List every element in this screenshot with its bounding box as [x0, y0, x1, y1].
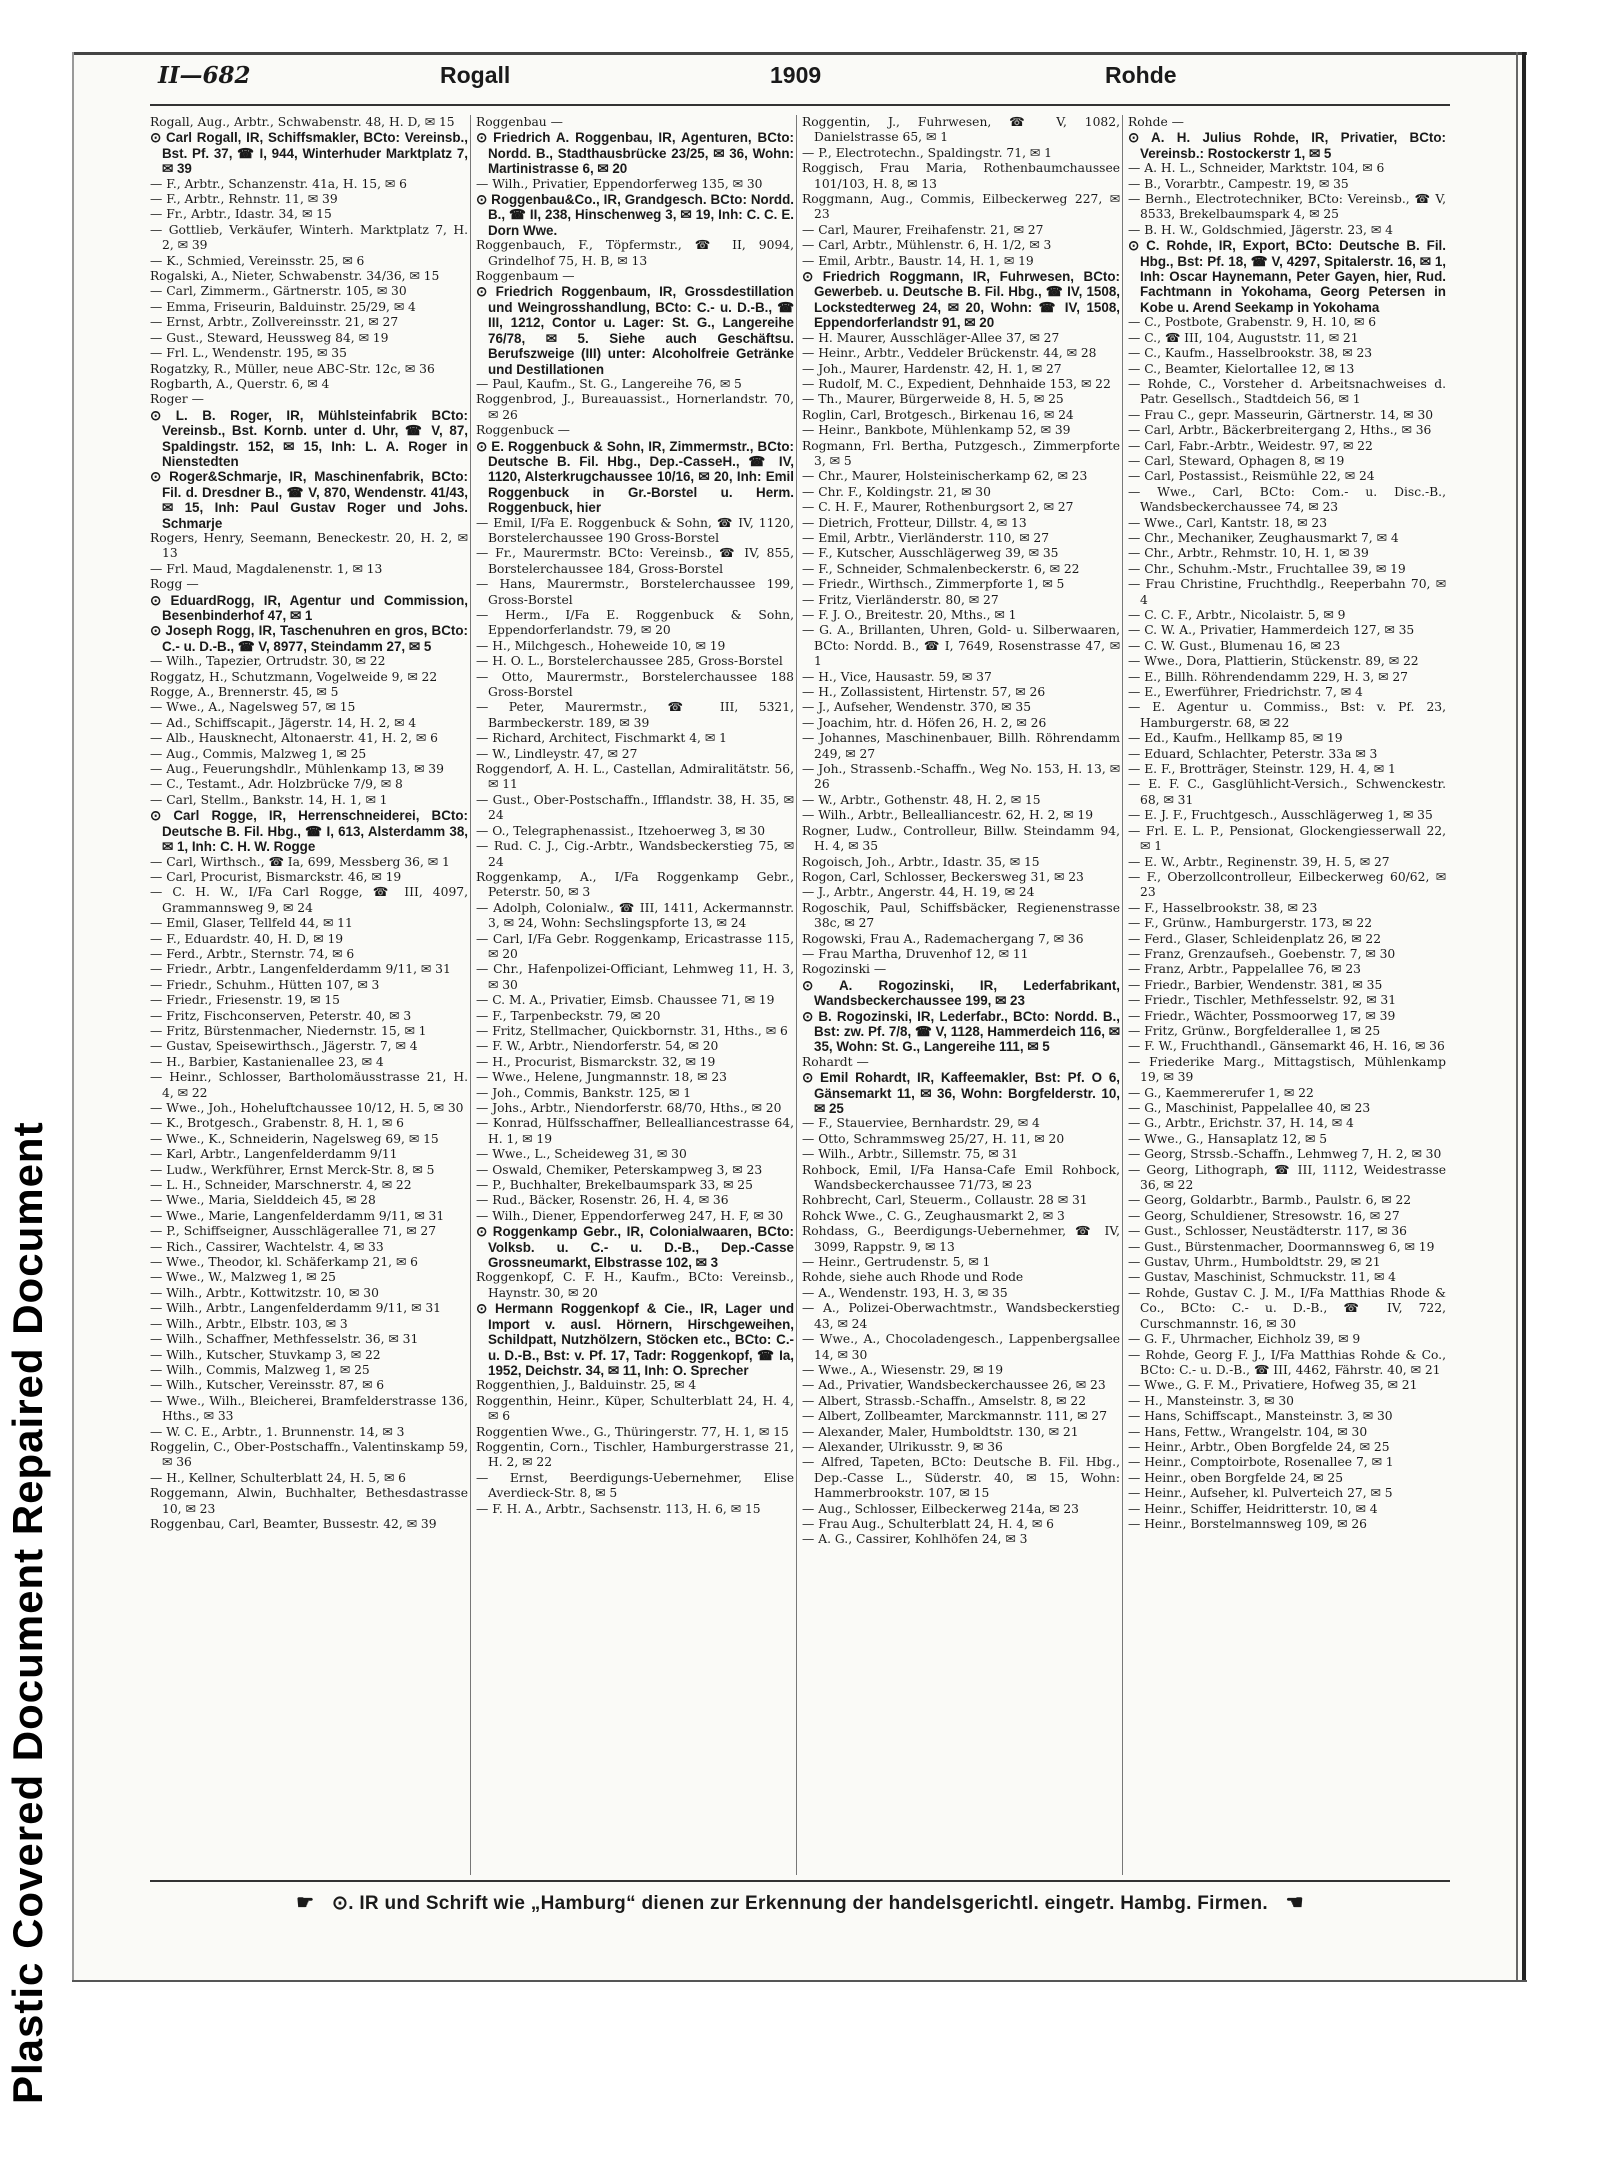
directory-entry: — G., Arbtr., Erichstr. 37, H. 14, ✉ 4 [1128, 1116, 1354, 1131]
directory-entry: Roggenbaum — [476, 269, 575, 284]
directory-entry: Rogatzky, R., Müller, neue ABC-Str. 12c, ✉ 36 [150, 361, 435, 376]
directory-entry: — Frau Martha, Druvenhof 12, ✉ 11 [802, 946, 1029, 961]
directory-entry: — B., Vorarbtr., Campestr. 19, ✉ 35 [1128, 176, 1349, 191]
directory-entry: — C., Postbote, Grabenstr. 9, H. 10, ✉ 6 [1128, 315, 1377, 330]
directory-entry: Rogge, A., Brennerstr. 45, ✉ 5 [150, 685, 339, 700]
directory-entry: — Adolph, Colonialw., ☎ III, 1411, Ackermannstr. 3, ✉ 24, Wohn: Sechslingspforte 13, ✉ 24 [476, 900, 794, 931]
directory-entry: Rohdass, G., Beerdigungs-Uebernehmer, ☎ IV, 3099, Rappstr. 9, ✉ 13 [802, 1224, 1120, 1254]
directory-entry: Rogbarth, A., Querstr. 6, ✉ 4 [150, 376, 330, 391]
directory-entry: — H., Barbier, Kastanienallee 23, ✉ 4 [150, 1054, 384, 1069]
directory-entry: — Wilh., Kutscher, Vereinsstr. 87, ✉ 6 [150, 1378, 385, 1393]
directory-entry: Roggenkamp, A., I/Fa Roggenkamp Gebr., Peterstr. 50, ✉ 3 [476, 869, 794, 900]
directory-entry: Roggentin, Corn., Tischler, Hamburgerstrasse 21, H. 2, ✉ 22 [476, 1439, 794, 1470]
directory-entry: — Rich., Cassirer, Wachtelstr. 4, ✉ 33 [150, 1239, 384, 1254]
directory-entry: — Friedr., Friesenstr. 19, ✉ 15 [150, 993, 341, 1008]
directory-entry: — Wwe., Wilh., Bleicherei, Bramfelderstrasse 136, Hths., ✉ 33 [150, 1393, 468, 1424]
column-2 [476, 115, 794, 1875]
firm-entry: ⊙ C. Rohde, IR, Export, BCto: Deutsche B. Fil. Hbg., Bst: Pf. 18, ☎ V, 4297, Spitalerstr. 16, ✉ 1, Inh: Oscar Haynemann, Peter Gayen, hier, Rud. Fachtmann in Yokohama, Georg Petersen in Kobe u. Arend Seekamp in Yokohama [1128, 238, 1446, 315]
directory-entry: — Aug., Schlosser, Eilbeckerweg 214a, ✉ 23 [802, 1501, 1079, 1516]
directory-entry: Roggenbauch, F., Töpfermstr., ☎ II, 9094, Grindelhof 75, H. B, ✉ 13 [476, 238, 794, 268]
directory-entry: Roggisch, Frau Maria, Rothenbaumchaussee 101/103, H. 8, ✉ 13 [802, 161, 1120, 191]
directory-entry: — Heinr., Schiffer, Heidritterstr. 10, ✉ 4 [1128, 1501, 1378, 1516]
directory-entry: — Wwe., L., Scheideweg 31, ✉ 30 [476, 1147, 687, 1162]
directory-entry: — Heinr., Gertrudenstr. 5, ✉ 1 [802, 1255, 991, 1270]
directory-entry: — Ed., Kaufm., Hellkamp 85, ✉ 19 [1128, 731, 1343, 746]
directory-entry: — Fr., Arbtr., Idastr. 34, ✉ 15 [150, 207, 332, 222]
directory-entry: — H. Maurer, Ausschläger-Allee 37, ✉ 27 [802, 330, 1060, 345]
directory-entry: — Heinr., Bankbote, Mühlenkamp 52, ✉ 39 [802, 423, 1071, 438]
directory-entry: Rogall, Aug., Arbtr., Schwabenstr. 48, H. D, ✉ 15 [150, 115, 455, 129]
directory-entry: — Wwe., Carl, Kantstr. 18, ✉ 23 [1128, 515, 1328, 530]
directory-entry: — Fritz, Grünw., Borgfelderallee 1, ✉ 25 [1128, 1023, 1381, 1038]
directory-entry: — A. G., Cassirer, Kohlhöfen 24, ✉ 3 [802, 1532, 1028, 1547]
directory-entry: — H., Kellner, Schulterblatt 24, H. 5, ✉ 6 [150, 1470, 406, 1485]
directory-entry: — G., Maschinist, Pappelallee 40, ✉ 23 [1128, 1101, 1371, 1115]
directory-entry: — Aug., Feuerungshdlr., Mühlenkamp 13, ✉ 39 [150, 762, 444, 777]
directory-entry: — Carl, Zimmerm., Gärtnerstr. 105, ✉ 30 [150, 284, 407, 299]
firm-entry: ⊙ Hermann Roggenkopf & Cie., IR, Lager und Import v. ausl. Hörnern, Hirschgeweihen, Schildpatt, Nutzhölzern, Stöcken etc., BCto: C.- u. D.-B., Bst: v. Pf. 17, Tadr: Roggenkopf, ☎ Ia, 1952, Deichstr. 34, ✉ 11, Inh: O. Sprecher [476, 1301, 794, 1378]
directory-entry: Roggentien Wwe., G., Thüringerstr. 77, H. 1, ✉ 15 [476, 1424, 789, 1439]
page-footer [150, 1890, 1450, 1920]
directory-entry: — Johs., Arbtr., Niendorferstr. 68/70, Hths., ✉ 20 [476, 1101, 782, 1115]
directory-entry: — P., Electrotechn., Spaldingstr. 71, ✉ 1 [802, 145, 1052, 160]
directory-entry: — Alfred, Tapeten, BCto: Deutsche B. Fil. Hbg., Dep.-Casse L., Süderstr. 40, ✉ 15, Wohn: Hammerbrookstr. 107, ✉ 15 [802, 1455, 1120, 1501]
directory-entry: — Alexander, Ulrikusstr. 9, ✉ 36 [802, 1439, 1003, 1454]
directory-entry: — Paul, Kaufm., St. G., Langereihe 76, ✉ 5 [476, 376, 742, 391]
directory-entry: — Chr., Maurer, Holsteinischerkamp 62, ✉ 23 [802, 469, 1088, 484]
directory-entry: — Th., Maurer, Bürgerweide 8, H. 5, ✉ 25 [802, 392, 1064, 407]
directory-entry: — Friedr., Tischler, Methfesselstr. 92, ✉ 31 [1128, 993, 1397, 1008]
directory-entry: — Georg, Lithograph, ☎ III, 1112, Weidestrasse 36, ✉ 22 [1128, 1162, 1446, 1193]
directory-entry: — F., Eduardstr. 40, H. D, ✉ 19 [150, 931, 344, 946]
directory-entry: — F., Oberzollcontrolleur, Eilbeckerweg 60/62, ✉ 23 [1128, 869, 1446, 900]
directory-entry: — Heinr., Aufseher, kl. Pulverteich 27, ✉ 5 [1128, 1486, 1393, 1501]
directory-entry: — H., Procurist, Bismarckstr. 32, ✉ 19 [476, 1054, 716, 1069]
column-divider [470, 115, 471, 1875]
directory-entry: — Wwe., W., Malzweg 1, ✉ 25 [150, 1270, 337, 1285]
directory-entry: — Alb., Hausknecht, Altonaerstr. 41, H. 2, ✉ 6 [150, 731, 438, 746]
directory-entry: — C., Kaufm., Hasselbrookstr. 38, ✉ 23 [1128, 346, 1373, 361]
directory-entry: — Wilh., Arbtr., Sillemstr. 75, ✉ 31 [802, 1147, 1019, 1162]
header-rule [150, 104, 1450, 106]
directory-entry: — Ernst, Arbtr., Zollvereinsstr. 21, ✉ 27 [150, 315, 399, 330]
directory-entry: Rohde, siehe auch Rhode und Rode [802, 1270, 1024, 1285]
directory-entry: — E. F., Brotträger, Steinstr. 129, H. 4, ✉ 1 [1128, 762, 1396, 777]
directory-entry: — Wilh., Tapezier, Ortrudstr. 30, ✉ 22 [150, 654, 386, 669]
directory-entry: — W., Arbtr., Gothenstr. 48, H. 2, ✉ 15 [802, 792, 1041, 807]
directory-entry: — Carl, Arbtr., Bäckerbreitergang 2, Hths., ✉ 36 [1128, 423, 1432, 438]
directory-entry: — Chr., Schuhm.-Mstr., Fruchtallee 39, ✉ 19 [1128, 561, 1406, 576]
directory-entry: — H., Vice, Hausastr. 59, ✉ 37 [802, 669, 992, 684]
directory-entry: — Gust., Bürstenmacher, Doormannsweg 6, ✉ 19 [1128, 1239, 1435, 1254]
directory-entry: — Johannes, Maschinenbauer, Billh. Röhrendamm 249, ✉ 27 [802, 731, 1120, 761]
directory-entry: — H., Milchgesch., Hoheweide 10, ✉ 19 [476, 638, 726, 653]
column-divider [796, 115, 797, 1875]
directory-entry: — P., Schiffseigner, Ausschlägerallee 71, ✉ 27 [150, 1224, 437, 1239]
directory-entry: — Franz, Arbtr., Pappelallee 76, ✉ 23 [1128, 962, 1361, 977]
directory-entry: — E. J. F., Fruchtgesch., Ausschlägerweg 1, ✉ 35 [1128, 808, 1433, 823]
firm-entry: ⊙ Roger&Schmarje, IR, Maschinenfabrik, BCto: Fil. d. Dresdner B., ☎ V, 870, Wendenstr. 41/43, ✉ 15, Inh: Paul Gustav Roger und Johs. Schmarje [150, 469, 468, 531]
directory-entry: — Carl, Wirthsch., ☎ Ia, 699, Messberg 36, ✉ 1 [150, 854, 450, 869]
directory-entry: — Carl, Procurist, Bismarckstr. 46, ✉ 19 [150, 869, 402, 884]
directory-entry: — Ludw., Werkführer, Ernst Merck-Str. 8, ✉ 5 [150, 1162, 435, 1177]
directory-entry: — Fritz, Fischconserven, Peterstr. 40, ✉ 3 [150, 1008, 412, 1023]
directory-entry: — F., Hasselbrookstr. 38, ✉ 23 [1128, 900, 1318, 915]
directory-entry: — Heinr., Arbtr., Veddeler Brückenstr. 44, ✉ 28 [802, 346, 1097, 361]
directory-entry: — Ad., Schiffscapit., Jägerstr. 14, H. 2, ✉ 4 [150, 715, 417, 730]
directory-entry: Rogers, Henry, Seemann, Beneckestr. 20, H. 2, ✉ 13 [150, 530, 468, 561]
firm-entry: ⊙ EduardRogg, IR, Agentur und Commission, Besenbinderhof 47, ✉ 1 [150, 592, 468, 623]
directory-entry: — W. C. E., Arbtr., 1. Brunnenstr. 14, ✉ 3 [150, 1424, 405, 1439]
directory-entry: — Friedr., Wächter, Possmoorweg 17, ✉ 39 [1128, 1008, 1396, 1023]
directory-entry: — C., Beamter, Kielortallee 12, ✉ 13 [1128, 361, 1355, 376]
directory-entry: — Oswald, Chemiker, Peterskampweg 3, ✉ 23 [476, 1162, 763, 1177]
directory-entry: Roggenbuck — [476, 423, 570, 438]
directory-entry: Roggenbrod, J., Bureauassist., Hornerlandstr. 70, ✉ 26 [476, 392, 794, 422]
directory-entry: — C. M. A., Privatier, Eimsb. Chaussee 71, ✉ 19 [476, 993, 775, 1008]
directory-entry: — F., Stauerviee, Bernhardstr. 29, ✉ 4 [802, 1116, 1040, 1131]
directory-entry: — Frau Aug., Schulterblatt 24, H. 4, ✉ 6 [802, 1516, 1054, 1531]
margin-stamp [0, 720, 58, 2120]
directory-entry: — Friedr., Wirthsch., Zimmerpforte 1, ✉ 5 [802, 577, 1065, 592]
directory-entry: — Wwe., Dora, Plattierin, Stückenstr. 89, ✉ 22 [1128, 654, 1419, 669]
firm-entry: ⊙ E. Roggenbuck & Sohn, IR, Zimmermstr., BCto: Deutsche B. Fil. Hbg., Dep.-CasseH., ☎ IV, 1120, Alsterkrugchaussee 10/16, ✉ 20, Inh: Emil Roggenbuck in Gr.-Borstel u. Herm. Roggenbuck, hier [476, 438, 794, 516]
directory-entry: — Wwe., Theodor, kl. Schäferkamp 21, ✉ 6 [150, 1255, 418, 1270]
directory-entry: — E., Ewerführer, Friedrichstr. 7, ✉ 4 [1128, 685, 1363, 700]
directory-entry: — Heinr., oben Borgfelde 24, ✉ 25 [1128, 1470, 1344, 1485]
directory-entry: — Wilh., Schaffner, Methfesselstr. 36, ✉ 31 [150, 1332, 419, 1347]
directory-entry: Roggenkopf, C. F. H., Kaufm., BCto: Vereinsb., Haynstr. 30, ✉ 20 [476, 1270, 794, 1300]
directory-entry: — Carl, Stellm., Bankstr. 14, H. 1, ✉ 1 [150, 792, 388, 807]
directory-entry: — Konrad, Hülfsschaffner, Bellealliancestrasse 64, H. 1, ✉ 19 [476, 1116, 794, 1146]
directory-entry: — Wwe., K., Schneiderin, Nagelsweg 69, ✉ 15 [150, 1131, 439, 1146]
firm-entry: ⊙ Roggenkamp Gebr., IR, Colonialwaaren, BCto: Volksb. u. C.- u. D.-B., Dep.-Casse Grossneumarkt, Elbstrasse 102, ✉ 3 [476, 1224, 794, 1271]
header-first-entry: Rogall [440, 62, 511, 88]
firm-entry: ⊙ Friedrich A. Roggenbau, IR, Agenturen, BCto: Nordd. B., Stadthausbrücke 23/25, ✉ 36, Wohn: Martinistrasse 6, ✉ 20 [476, 130, 794, 177]
directory-entry: — Georg, Goldarbtr., Barmb., Paulstr. 6, ✉ 22 [1128, 1193, 1412, 1208]
directory-entry: — Hans, Fettw., Wrangelstr. 104, ✉ 30 [1128, 1424, 1368, 1439]
directory-entry: — Wilh., Commis, Malzweg 1, ✉ 25 [150, 1362, 370, 1377]
footer-rule [150, 1880, 1450, 1882]
directory-entry: — Fritz, Vierländerstr. 80, ✉ 27 [802, 592, 999, 607]
directory-entry: — C. H. W., I/Fa Carl Rogge, ☎ III, 4097, Grammannsweg 9, ✉ 24 [150, 885, 468, 915]
directory-entry: — H., Zollassistent, Hirtenstr. 57, ✉ 26 [802, 685, 1046, 700]
directory-entry: — C., ☎ III, 104, Auguststr. 11, ✉ 21 [1128, 330, 1359, 345]
directory-entry: — Ferd., Arbtr., Sternstr. 74, ✉ 6 [150, 946, 355, 961]
directory-entry: — A., Polizei-Oberwachtmstr., Wandsbeckerstieg 43, ✉ 24 [802, 1301, 1120, 1331]
directory-entry: — Friederike Marg., Mittagstisch, Mühlenkamp 19, ✉ 39 [1128, 1054, 1446, 1085]
directory-entry: — Rud., Bäcker, Rosenstr. 26, H. 4, ✉ 36 [476, 1193, 729, 1208]
directory-entry: — F. H. A., Arbtr., Sachsenstr. 113, H. 6, ✉ 15 [476, 1501, 761, 1516]
directory-entry: — F., Kutscher, Ausschlägerweg 39, ✉ 35 [802, 546, 1059, 561]
directory-entry: — C. W. Gust., Blumenau 16, ✉ 23 [1128, 638, 1341, 653]
directory-entry: — W., Lindleystr. 47, ✉ 27 [476, 746, 638, 761]
directory-entry: — Dietrich, Frotteur, Dillstr. 4, ✉ 13 [802, 515, 1027, 530]
directory-entry: — G. F., Uhrmacher, Eichholz 39, ✉ 9 [1128, 1332, 1361, 1347]
page-edge [72, 1980, 1527, 1982]
directory-entry: — F., Grünw., Hamburgerstr. 173, ✉ 22 [1128, 916, 1373, 931]
directory-entry: — Herm., I/Fa E. Roggenbuck & Sohn, Eppendorferlandstr. 79, ✉ 20 [476, 608, 794, 638]
directory-entry: Rohbock, Emil, I/Fa Hansa-Cafe Emil Rohbock, Wandsbeckerchaussee 71/73, ✉ 23 [802, 1162, 1120, 1193]
directory-entry: Roggemann, Alwin, Buchhalter, Bethesdastrasse 10, ✉ 23 [150, 1486, 468, 1516]
directory-entry: — Heinr., Schlosser, Bartholomäusstrasse 21, H. 4, ✉ 22 [150, 1070, 468, 1100]
directory-entry: — Heinr., Borstelmannsweg 109, ✉ 26 [1128, 1516, 1367, 1531]
firm-entry: ⊙ Roggenbau&Co., IR, Grandgesch. BCto: Nordd. B., ☎ II, 238, Hinschenweg 3, ✉ 19, Inh: C. C. E. Dorn Wwe. [476, 192, 794, 238]
directory-entry: Rogozinski — [802, 962, 887, 977]
directory-entry: — Chr., Arbtr., Rehmstr. 10, H. 1, ✉ 39 [1128, 546, 1369, 561]
directory-entry: — Wwe., A., Chocoladengesch., Lappenbergsallee 14, ✉ 30 [802, 1332, 1120, 1362]
directory-entry: — Wilh., Arbtr., Langenfelderdamm 9/11, ✉ 31 [150, 1301, 441, 1316]
directory-entry: — Chr., Hafenpolizei-Officiant, Lehmweg 11, H. 3, ✉ 30 [476, 962, 794, 992]
directory-entry: — Wwe., G. F. M., Privatiere, Hofweg 35, ✉ 21 [1128, 1378, 1418, 1393]
directory-entry: — F. W., Arbtr., Niendorferstr. 54, ✉ 20 [476, 1039, 719, 1054]
directory-entry: — Wwe., Carl, BCto: Com.- u. Disc.-B., Wandsbeckerchaussee 74, ✉ 23 [1128, 484, 1446, 515]
directory-entry: — P., Buchhalter, Brekelbaumspark 33, ✉ 25 [476, 1178, 753, 1193]
directory-entry: — Peter, Maurermstr., ☎ III, 5321, Barmbeckerstr. 189, ✉ 39 [476, 700, 794, 730]
directory-entry: — Wilh., Privatier, Eppendorferweg 135, ✉ 30 [476, 176, 763, 191]
directory-entry: Roggatz, H., Schutzmann, Vogelweide 9, ✉ 22 [150, 669, 438, 684]
directory-entry: Rohbrecht, Carl, Steuerm., Collaustr. 28 ✉ 31 [802, 1193, 1088, 1208]
footer-note: ⊙. IR und Schrift wie „Hamburg“ dienen zur Erkennung der handelsgerichtl. eingetr. Hambg. Firmen. [331, 1893, 1269, 1914]
stamp-text: Plastic Covered Document Repaired Document [4, 1121, 51, 2104]
firm-entry: ⊙ B. Rogozinski, IR, Lederfabr., BCto: Nordd. B., Bst: zw. Pf. 7/8, ☎ V, 1128, Hammerdeich 116, ✉ 35, Wohn: St. G., Langereihe 111, ✉ 5 [802, 1008, 1120, 1055]
directory-entry: — Carl, I/Fa Gebr. Roggenkamp, Ericastrasse 115, ✉ 20 [476, 931, 794, 961]
directory-entry: — Emil, Arbtr., Baustr. 14, H. 1, ✉ 19 [802, 253, 1034, 268]
header-year: 1909 [770, 62, 822, 88]
directory-entry: — O., Telegraphenassist., Itzehoerweg 3, ✉ 30 [476, 823, 766, 838]
directory-entry: — Carl, Arbtr., Mühlenstr. 6, H. 1/2, ✉ 3 [802, 238, 1052, 253]
firm-entry: ⊙ L. B. Roger, IR, Mühlsteinfabrik BCto: Vereinsb., Bst. Kornb. unter d. Uhr, ☎ V, 87, Spaldingstr. 152, ✉ 15, Inh: L. A. Roger in Nienstedten [150, 407, 468, 469]
directory-entry: Roggenthin, Heinr., Küper, Schulterblatt 24, H. 4, ✉ 6 [476, 1393, 794, 1424]
directory-entry: — A. H. L., Schneider, Marktstr. 104, ✉ 6 [1128, 161, 1385, 176]
firm-entry: ⊙ Friedrich Roggmann, IR, Fuhrwesen, BCto: Gewerbeb. u. Deutsche B. Fil. Hbg., ☎ IV, 1508, Lockstedterweg 24, ✉ 20, Wohn: ☎ IV, 1508, Eppendorferlandstr 91, ✉ 20 [802, 269, 1120, 331]
pointing-hand-icon: ☛ [296, 1892, 315, 1914]
directory-entry: — Fritz, Bürstenmacher, Niedernstr. 15, ✉ 1 [150, 1023, 427, 1038]
directory-entry: — Chr. F., Koldingstr. 21, ✉ 30 [802, 484, 991, 499]
directory-entry: — Hans, Maurermstr., Borstelerchaussee 199, Gross-Borstel [476, 577, 794, 607]
directory-entry: Roggelin, C., Ober-Postschaffn., Valentinskamp 59, ✉ 36 [150, 1439, 468, 1470]
directory-entry: Rohde — [1128, 115, 1184, 129]
directory-entry: — K., Schmied, Vereinsstr. 25, ✉ 6 [150, 253, 365, 268]
directory-entry: — Wwe., A., Wiesenstr. 29, ✉ 19 [802, 1362, 1004, 1377]
directory-entry: — Wwe., Maria, Sielddeich 45, ✉ 28 [150, 1193, 376, 1208]
directory-entry: Rogner, Ludw., Controlleur, Billw. Steindamm 94, H. 4, ✉ 35 [802, 823, 1120, 854]
firm-entry: ⊙ A. H. Julius Rohde, IR, Privatier, BCto: Vereinsb.: Rostockerstr 1, ✉ 5 [1128, 130, 1446, 161]
directory-entry: — Emil, Glaser, Tellfeld 44, ✉ 11 [150, 916, 353, 931]
page-edge [1516, 52, 1518, 1982]
directory-entry: — Heinr., Arbtr., Oben Borgfelde 24, ✉ 25 [1128, 1439, 1390, 1454]
directory-entry: — Emil, Arbtr., Vierländerstr. 110, ✉ 27 [802, 530, 1050, 545]
directory-entry: — Wwe., Helene, Jungmannstr. 18, ✉ 23 [476, 1070, 727, 1085]
directory-entry: — Joh., Maurer, Hardenstr. 42, H. 1, ✉ 27 [802, 361, 1062, 376]
directory-entry: — Friedr., Barbier, Wendenstr. 381, ✉ 35 [1128, 977, 1383, 992]
pointing-hand-icon: ☚ [1285, 1892, 1304, 1914]
directory-entry: — Georg, Strssb.-Schaffn., Lehmweg 7, H. 2, ✉ 30 [1128, 1147, 1442, 1162]
directory-entry: — Otto, Schrammsweg 25/27, H. 11, ✉ 20 [802, 1131, 1065, 1146]
directory-entry: Rogg — [150, 577, 199, 592]
directory-entry: — Ferd., Glaser, Schleidenplatz 26, ✉ 22 [1128, 931, 1382, 946]
directory-entry: Rogoisch, Joh., Arbtr., Idastr. 35, ✉ 15 [802, 854, 1040, 869]
directory-entry: — Wilh., Kutscher, Stuvkamp 3, ✉ 22 [150, 1347, 381, 1362]
directory-entry: — Georg, Schuldiener, Stresowstr. 16, ✉ 27 [1128, 1208, 1400, 1223]
directory-entry: — Frau C., gepr. Masseurin, Gärtnerstr. 14, ✉ 30 [1128, 407, 1434, 422]
directory-entry: — Wwe., A., Nagelsweg 57, ✉ 15 [150, 700, 356, 715]
column-divider [1122, 115, 1123, 1875]
directory-entry: — Karl, Arbtr., Langenfelderdamm 9/11 [150, 1147, 398, 1162]
directory-entry: Roger — [150, 392, 204, 407]
directory-entry: — C. H. F., Maurer, Rothenburgsort 2, ✉ 27 [802, 500, 1074, 515]
directory-entry: — Joh., Strassenb.-Schaffn., Weg No. 153, H. 13, ✉ 26 [802, 762, 1120, 792]
directory-entry: Roggenbau — [476, 115, 563, 129]
column-4 [1128, 115, 1446, 1875]
directory-entry: — Richard, Architect, Fischmarkt 4, ✉ 1 [476, 731, 727, 746]
page-edge [72, 52, 74, 1982]
directory-entry: — J., Aufseher, Wendenstr. 370, ✉ 35 [802, 700, 1032, 715]
directory-entry: — J., Arbtr., Angerstr. 44, H. 19, ✉ 24 [802, 885, 1035, 900]
directory-entry: — Otto, Maurermstr., Borstelerchaussee 188 Gross-Borstel [476, 669, 794, 700]
directory-entry: — L. H., Schneider, Marschnerstr. 4, ✉ 22 [150, 1178, 412, 1193]
directory-entry: — Frau Christine, Fruchthdlg., Reeperbahn 70, ✉ 4 [1128, 577, 1446, 607]
directory-entry: — Carl, Maurer, Freihafenstr. 21, ✉ 27 [802, 222, 1044, 237]
directory-entry: — Emma, Friseurin, Balduinstr. 25/29, ✉ 4 [150, 299, 416, 314]
directory-entry: — K., Brotgesch., Grabenstr. 8, H. 1, ✉ 6 [150, 1116, 404, 1131]
page-edge [72, 52, 1527, 55]
directory-entry: — Emil, I/Fa E. Roggenbuck & Sohn, ☎ IV, 1120, Borstelerchaussee 190 Gross-Borstel [476, 515, 794, 545]
firm-entry: ⊙ Carl Rogall, IR, Schiffsmakler, BCto: Vereinsb., Bst. Pf. 37, ☎ I, 944, Winterhuder Marktplatz 7, ✉ 39 [150, 130, 468, 177]
directory-entry: — Fr., Maurermstr. BCto: Vereinsb., ☎ IV, 855, Borstelerchaussee 184, Gross-Borstel [476, 546, 794, 576]
directory-entry: — Joachim, htr. d. Höfen 26, H. 2, ✉ 26 [802, 715, 1047, 730]
directory-entry: — Gustav, Maschinist, Schmuckstr. 11, ✉ 4 [1128, 1270, 1396, 1285]
directory-entry: — Hans, Schiffscapt., Mansteinstr. 3, ✉ 30 [1128, 1409, 1393, 1424]
column-3 [802, 115, 1120, 1875]
directory-entry: — Wwe., Joh., Hoheluftchaussee 10/12, H. 5, ✉ 30 [150, 1101, 464, 1115]
directory-entry: Rogalski, A., Nieter, Schwabenstr. 34/36, ✉ 15 [150, 269, 440, 284]
directory-entry: — Gust., Schlosser, Neustädterstr. 117, ✉ 36 [1128, 1224, 1407, 1239]
directory-entry: — C. C. F., Arbtr., Nicolaistr. 5, ✉ 9 [1128, 608, 1346, 622]
directory-entry: — Rudolf, M. C., Expedient, Dehnhaide 153, ✉ 22 [802, 376, 1111, 391]
directory-entry: — Wwe., Marie, Langenfelderdamm 9/11, ✉ 31 [150, 1208, 445, 1223]
directory-entry: — C., Testamt., Adr. Holzbrücke 7/9, ✉ 8 [150, 777, 403, 792]
directory-entry: — Bernh., Electrotechniker, BCto: Vereinsb., ☎ V, 8533, Brekelbaumspark 4, ✉ 25 [1128, 192, 1446, 222]
directory-entry: Rogoschik, Paul, Schiffsbäcker, Regienenstrasse 38c, ✉ 27 [802, 900, 1120, 931]
directory-entry: — Wilh., Arbtr., Elbstr. 103, ✉ 3 [150, 1316, 348, 1331]
directory-entry: Rohardt — [802, 1054, 869, 1069]
directory-entry: — Friedr., Schuhm., Hütten 107, ✉ 3 [150, 977, 380, 992]
directory-entry: — Gust., Ober-Postschaffn., Ifflandstr. 38, H. 35, ✉ 24 [476, 792, 794, 823]
directory-entry: — E. Agentur u. Commiss., Bst: v. Pf. 23, Hamburgerstr. 68, ✉ 22 [1128, 700, 1446, 730]
directory-entry: — Aug., Commis, Malzweg 1, ✉ 25 [150, 746, 367, 761]
directory-entry: — Gottlieb, Verkäufer, Winterh. Marktplatz 7, H. 2, ✉ 39 [150, 222, 468, 253]
directory-entry: — F., Tarpenbeckstr. 79, ✉ 20 [476, 1008, 661, 1023]
directory-columns [150, 115, 1450, 1875]
directory-entry: — Wilh., Diener, Eppendorferweg 247, H. F, ✉ 30 [476, 1208, 784, 1223]
directory-entry: — F. J. O., Breitestr. 20, Mths., ✉ 1 [802, 608, 1017, 622]
directory-entry: — E. W., Arbtr., Reginenstr. 39, H. 5, ✉ 27 [1128, 854, 1390, 869]
directory-entry: — Albert, Strassb.-Schaffn., Amselstr. 8, ✉ 22 [802, 1393, 1087, 1408]
header-last-entry: Rohde [1105, 62, 1177, 88]
directory-entry: — Carl, Postassist., Reismühle 22, ✉ 24 [1128, 469, 1375, 484]
directory-entry: — Rud. C. J., Cig.-Arbtr., Wandsbeckerstieg 75, ✉ 24 [476, 839, 794, 869]
directory-entry: — Rohde, Gustav C. J. M., I/Fa Matthias Rhode & Co., BCto: C.- u. D.-B., ☎ IV, 722, Curschmannstr. 16, ✉ 30 [1128, 1285, 1446, 1331]
page-header [150, 62, 1400, 102]
directory-entry: — F. W., Fruchthandl., Gänsemarkt 46, H. 16, ✉ 36 [1128, 1039, 1445, 1054]
directory-entry: — Chr., Mechaniker, Zeughausmarkt 7, ✉ 4 [1128, 530, 1399, 545]
directory-entry: — Carl, Steward, Ophagen 8, ✉ 19 [1128, 453, 1345, 468]
directory-entry: — Ernst, Beerdigungs-Uebernehmer, Elise Averdieck-Str. 8, ✉ 5 [476, 1470, 794, 1501]
directory-entry: — Joh., Commis, Bankstr. 125, ✉ 1 [476, 1085, 692, 1100]
directory-entry: — Frl. E. L. P., Pensionat, Glockengiesserwall 22, ✉ 1 [1128, 823, 1446, 854]
directory-entry: Roglin, Carl, Brotgesch., Birkenau 16, ✉ 24 [802, 407, 1074, 422]
directory-entry: Rogon, Carl, Schlosser, Beckersweg 31, ✉ 23 [802, 869, 1084, 884]
directory-entry: Roggentin, J., Fuhrwesen, ☎ V, 1082, Danielstrasse 65, ✉ 1 [802, 115, 1120, 145]
directory-entry: — E., Billh. Röhrendendamm 229, H. 3, ✉ 27 [1128, 669, 1408, 684]
firm-entry: ⊙ Carl Rogge, IR, Herrenschneiderei, BCto: Deutsche B. Fil. Hbg., ☎ I, 613, Alsterdamm 38, ✉ 1, Inh: C. H. W. Rogge [150, 808, 468, 855]
directory-entry: — F., Arbtr., Schanzenstr. 41a, H. 15, ✉ 6 [150, 176, 407, 191]
directory-entry: Rohck Wwe., C. G., Zeughausmarkt 2, ✉ 3 [802, 1208, 1065, 1223]
directory-entry: — Alexander, Maler, Humboldtstr. 130, ✉ 21 [802, 1424, 1079, 1439]
directory-entry: Roggendorf, A. H. L., Castellan, Admiralitätstr. 56, ✉ 11 [476, 762, 794, 792]
firm-entry: ⊙ Emil Rohardt, IR, Kaffeemakler, Bst: Pf. O 6, Gänsemarkt 11, ✉ 36, Wohn: Borgfelderstr. 10, ✉ 25 [802, 1070, 1120, 1116]
directory-entry: — Gust., Steward, Heussweg 84, ✉ 19 [150, 330, 389, 345]
page-number: II—682 [158, 62, 251, 89]
directory-entry: — Fritz, Stellmacher, Quickbornstr. 31, Hths., ✉ 6 [476, 1023, 788, 1038]
directory-entry: — Heinr., Comptoirbote, Rosenallee 7, ✉ 1 [1128, 1455, 1394, 1470]
column-1 [150, 115, 468, 1875]
page-edge [1522, 52, 1526, 1982]
directory-entry: — F., Schneider, Schmalenbeckerstr. 6, ✉ 22 [802, 561, 1080, 576]
directory-entry: — Wilh., Arbtr., Bellealliancestr. 62, H. 2, ✉ 19 [802, 808, 1094, 823]
directory-entry: — Wilh., Arbtr., Kottwitzstr. 10, ✉ 30 [150, 1285, 379, 1300]
directory-entry: — G., Kaemmererufer 1, ✉ 22 [1128, 1085, 1314, 1100]
directory-entry: Rogmann, Frl. Bertha, Putzgesch., Zimmerpforte 3, ✉ 5 [802, 438, 1120, 468]
directory-entry: — A., Wendenstr. 193, H. 3, ✉ 35 [802, 1285, 1008, 1300]
directory-entry: — Gustav, Speisewirthsch., Jägerstr. 7, ✉ 4 [150, 1039, 418, 1054]
firm-entry: ⊙ A. Rogozinski, IR, Lederfabrikant, Wandsbeckerchaussee 199, ✉ 23 [802, 977, 1120, 1009]
directory-entry: — F., Arbtr., Rehnstr. 11, ✉ 39 [150, 192, 338, 207]
directory-entry: — Albert, Zollbeamter, Marckmannstr. 111, ✉ 27 [802, 1409, 1108, 1424]
directory-entry: — H. O. L., Borstelerchaussee 285, Gross-Borstel [476, 654, 783, 669]
directory-entry: — Rohde, Georg F. J., I/Fa Matthias Rohde & Co., BCto: C.- u. D.-B., ☎ III, 4462, Fährstr. 40, ✉ 21 [1128, 1347, 1446, 1377]
firm-entry: ⊙ Friedrich Roggenbaum, IR, Grossdestillation und Weingrosshandlung, BCto: C.- u. D.-B., ☎ III, 1212, Contor u. Lager: St. G., Langereihe 76/78, ✉ 5. Siehe auch Geschäftsu. Berufszweige (III) unter: Alcoholfreie Getränke und Destillationen [476, 284, 794, 377]
directory-entry: — Ad., Privatier, Wandsbeckerchaussee 26, ✉ 23 [802, 1378, 1106, 1393]
directory-entry: Rogowski, Frau A., Rademachergang 7, ✉ 36 [802, 931, 1084, 946]
directory-entry: — H., Mansteinstr. 3, ✉ 30 [1128, 1393, 1294, 1408]
directory-entry: Roggmann, Aug., Commis, Eilbeckerweg 227, ✉ 23 [802, 192, 1120, 222]
directory-entry: — Frl. L., Wendenstr. 195, ✉ 35 [150, 346, 347, 361]
directory-entry: — Friedr., Arbtr., Langenfelderdamm 9/11, ✉ 31 [150, 962, 451, 977]
directory-entry: — Eduard, Schlachter, Peterstr. 33a ✉ 3 [1128, 746, 1378, 761]
directory-entry: Roggenbau, Carl, Beamter, Bussestr. 42, ✉ 39 [150, 1516, 437, 1531]
directory-entry: — Franz, Grenzaufseh., Goebenstr. 7, ✉ 30 [1128, 946, 1396, 961]
directory-entry: — Rohde, C., Vorsteher d. Arbeitsnachweises d. Patr. Gesellsch., Stadtdeich 56, ✉ 1 [1128, 376, 1446, 407]
directory-entry: — E. F. C., Gasglühlicht-Versich., Schwenckestr. 68, ✉ 31 [1128, 777, 1446, 807]
directory-entry: — G. A., Brillanten, Uhren, Gold- u. Silberwaaren, BCto: Nordd. B., ☎ I, 7649, Rosenstrasse 47, ✉ 1 [802, 623, 1120, 669]
directory-entry: — Wwe., G., Hansaplatz 12, ✉ 5 [1128, 1131, 1328, 1146]
directory-entry: — Carl, Fabr.-Arbtr., Weidestr. 97, ✉ 22 [1128, 438, 1373, 453]
directory-entry: — Gustav, Uhrm., Humboldtstr. 29, ✉ 21 [1128, 1255, 1381, 1270]
directory-entry: — Frl. Maud, Magdalenenstr. 1, ✉ 13 [150, 561, 383, 576]
directory-entry: Roggenthien, J., Balduinstr. 25, ✉ 4 [476, 1378, 697, 1393]
firm-entry: ⊙ Joseph Rogg, IR, Taschenuhren en gros, BCto: C.- u. D.-B., ☎ V, 8977, Steindamm 27, ✉ 5 [150, 623, 468, 654]
directory-entry: — C. W. A., Privatier, Hammerdeich 127, ✉ 35 [1128, 623, 1415, 638]
directory-entry: — B. H. W., Goldschmied, Jägerstr. 23, ✉ 4 [1128, 222, 1393, 237]
